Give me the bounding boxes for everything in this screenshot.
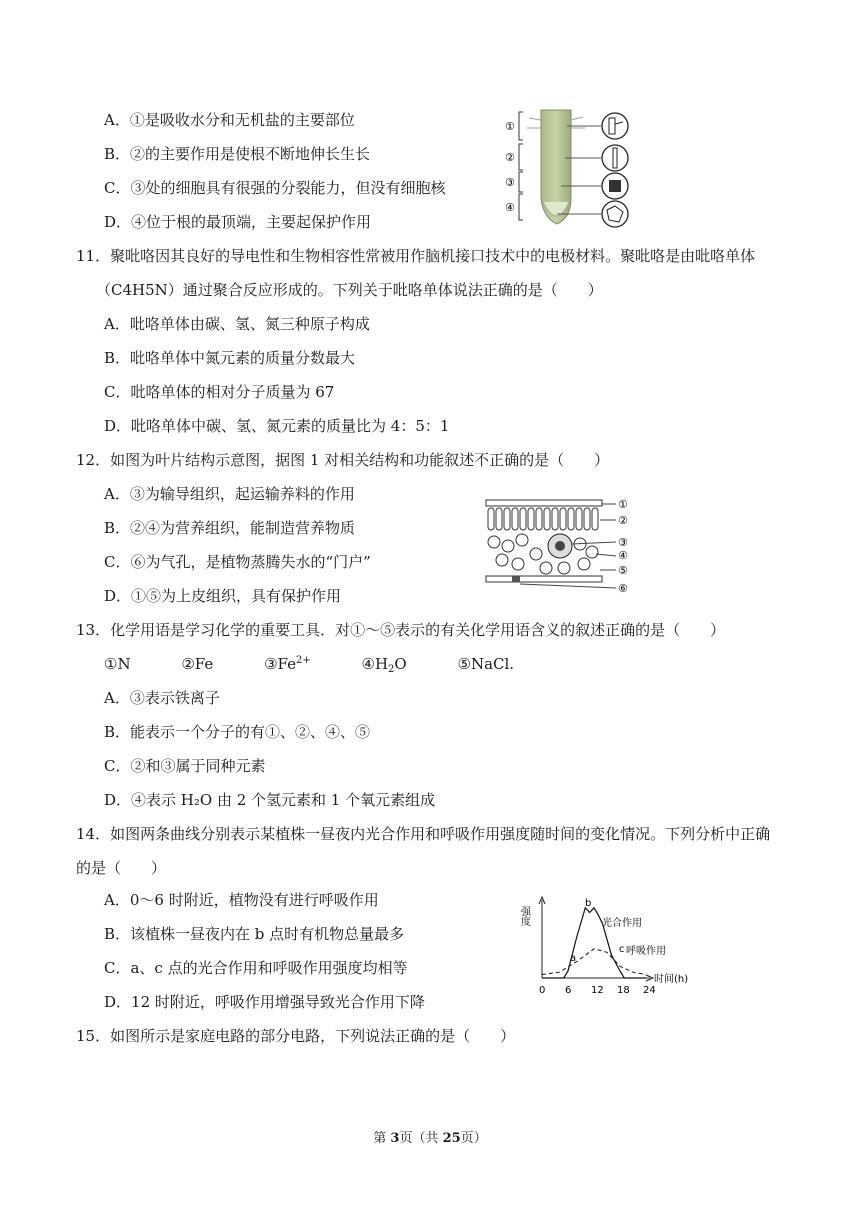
cell-circle-4	[602, 201, 628, 227]
vein	[548, 534, 572, 558]
q11-option-a: A．吡咯单体由碳、氢、氮三种原子构成	[104, 315, 370, 333]
symbol-fe-ion-base: ③Fe	[264, 655, 296, 673]
symbol-fe-ion	[264, 654, 311, 674]
q12-option-c: C．⑥为气孔，是植物蒸腾失水的“门户”	[104, 553, 371, 571]
spongy-tissue	[488, 534, 598, 574]
q11-stem-line1: 11．聚吡咯因其良好的导电性和生物相容性常被用作脑机接口技术中的电极材料。聚吡咯是由吡咯单体	[76, 247, 756, 265]
q12-stem: 12．如图为叶片结构示意图，据图 1 对相关结构和功能叙述不正确的是（ ）	[76, 451, 610, 469]
root-hair	[529, 118, 541, 120]
q10-option-d: D．④位于根的最顶端，主要起保护作用	[104, 213, 372, 231]
q10-option-a: A．①是吸收水分和无机盐的主要部位	[104, 111, 355, 129]
q13-option-a: A．③表示铁离子	[104, 689, 220, 707]
footer-middle: 页（共	[399, 1131, 443, 1146]
point-label-c: c	[619, 944, 625, 955]
symbol-n: ①N	[104, 655, 131, 673]
stoma	[512, 576, 520, 582]
x-tick-label: 18	[617, 985, 630, 996]
q14-option-b: B．该植株一昼夜内在 b 点时有机物总量最多	[104, 925, 405, 943]
leaf-label-3: ③	[618, 536, 628, 549]
bracket-4	[519, 194, 523, 220]
q11-option-b: B．吡咯单体中氮元素的质量分数最大	[104, 349, 356, 367]
symbol-fe: ②Fe	[181, 655, 214, 673]
q12-option-d: D．①⑤为上皮组织，具有保护作用	[104, 587, 342, 605]
root-label-4: ④	[505, 201, 515, 214]
x-tick-label: 24	[643, 985, 656, 996]
q15-stem: 15．如图所示是家庭电路的部分电路，下列说法正确的是（ ）	[76, 1027, 516, 1045]
photosynthesis-respiration-chart	[518, 892, 702, 1000]
symbol-water-o: O	[394, 655, 407, 673]
point-label-a: a	[570, 953, 577, 964]
leaf-label-1: ①	[618, 498, 628, 511]
leaf-label-2: ②	[618, 514, 628, 527]
q13-symbols-row	[104, 654, 560, 674]
q12-option-a: A．③为输导组织，起运输养料的作用	[104, 485, 355, 503]
symbol-fe-ion-charge: 2+	[295, 655, 311, 666]
palisade-tissue	[488, 508, 598, 530]
legend-photosynthesis: 光合作用	[602, 918, 642, 929]
root-label-3: ③	[505, 176, 515, 189]
symbol-water-subscript: 2	[388, 664, 395, 675]
q11-option-c: C．吡咯单体的相对分子质量为 67	[104, 383, 335, 401]
q14-option-a: A．0～6 时附近，植物没有进行呼吸作用	[104, 891, 379, 909]
point-label-b: b	[585, 898, 592, 909]
x-tick-labels	[539, 985, 656, 996]
q13-stem: 13．化学用语是学习化学的重要工具．对①～⑤表示的有关化学用语含义的叙述正确的是（ ）	[76, 621, 726, 639]
q14-option-d: D．12 时附近，呼吸作用增强导致光合作用下降	[104, 993, 425, 1011]
symbol-nacl: ⑤NaCl.	[457, 655, 515, 673]
q11-stem-line2: （C4H5N）通过聚合反应形成的。下列关于吡咯单体说法正确的是（ ）	[96, 281, 603, 299]
x-tick-label: 0	[539, 985, 546, 996]
root-label-2: ②	[505, 151, 515, 164]
q10-option-b: B．②的主要作用是使根不断地伸长生长	[104, 145, 371, 163]
y-axis-label: 强度	[518, 906, 530, 926]
upper-epidermis	[486, 500, 602, 506]
legend-respiration: 呼吸作用	[626, 946, 666, 957]
root-label-1: ①	[505, 120, 515, 133]
bracket-1	[519, 112, 523, 140]
footer-suffix: 页）	[460, 1131, 487, 1146]
root-tip-figure	[505, 106, 635, 231]
q12-option-b: B．②④为营养组织，能制造营养物质	[104, 519, 356, 537]
leaf-label-5: ⑤	[618, 564, 628, 577]
leaf-structure-figure	[484, 496, 634, 600]
q11-option-d: D．吡咯单体中碳、氢、氮元素的质量比为 4：5：1	[104, 417, 450, 435]
q13-option-b: B．能表示一个分子的有①、②、④、⑤	[104, 723, 371, 741]
leaf-label-6: ⑥	[618, 582, 628, 595]
q14-stem-line2: 的是（ ）	[76, 859, 167, 877]
footer-prefix: 第	[373, 1131, 391, 1146]
page-footer	[0, 1127, 860, 1146]
x-axis-label: 时间(h)	[654, 974, 689, 985]
footer-total-pages: 25	[442, 1131, 461, 1146]
footer-page-number: 3	[390, 1131, 400, 1146]
root-hair	[571, 117, 583, 120]
x-tick-label: 12	[591, 985, 604, 996]
symbol-water-h: ④H	[361, 655, 389, 673]
q13-option-d: D．④表示 H₂O 由 2 个氢元素和 1 个氧元素组成	[104, 791, 436, 809]
symbol-water	[362, 654, 407, 674]
bracket-2	[519, 144, 523, 170]
q10-option-c: C．③处的细胞具有很强的分裂能力，但没有细胞核	[104, 179, 446, 197]
x-tick-label: 6	[565, 985, 572, 996]
cell-drawing	[609, 180, 621, 192]
q13-option-c: C．②和③属于同种元素	[104, 757, 266, 775]
bracket-3	[519, 172, 523, 192]
q14-option-c: C．a、c 点的光合作用和呼吸作用强度均相等	[104, 959, 408, 977]
leaf-label-4: ④	[618, 549, 628, 562]
lower-epidermis	[486, 576, 602, 582]
q14-stem-line1: 14．如图两条曲线分别表示某植株一昼夜内光合作用和呼吸作用强度随时间的变化情况。下列分析中正确	[76, 825, 771, 843]
cell-circle-2	[602, 145, 628, 171]
